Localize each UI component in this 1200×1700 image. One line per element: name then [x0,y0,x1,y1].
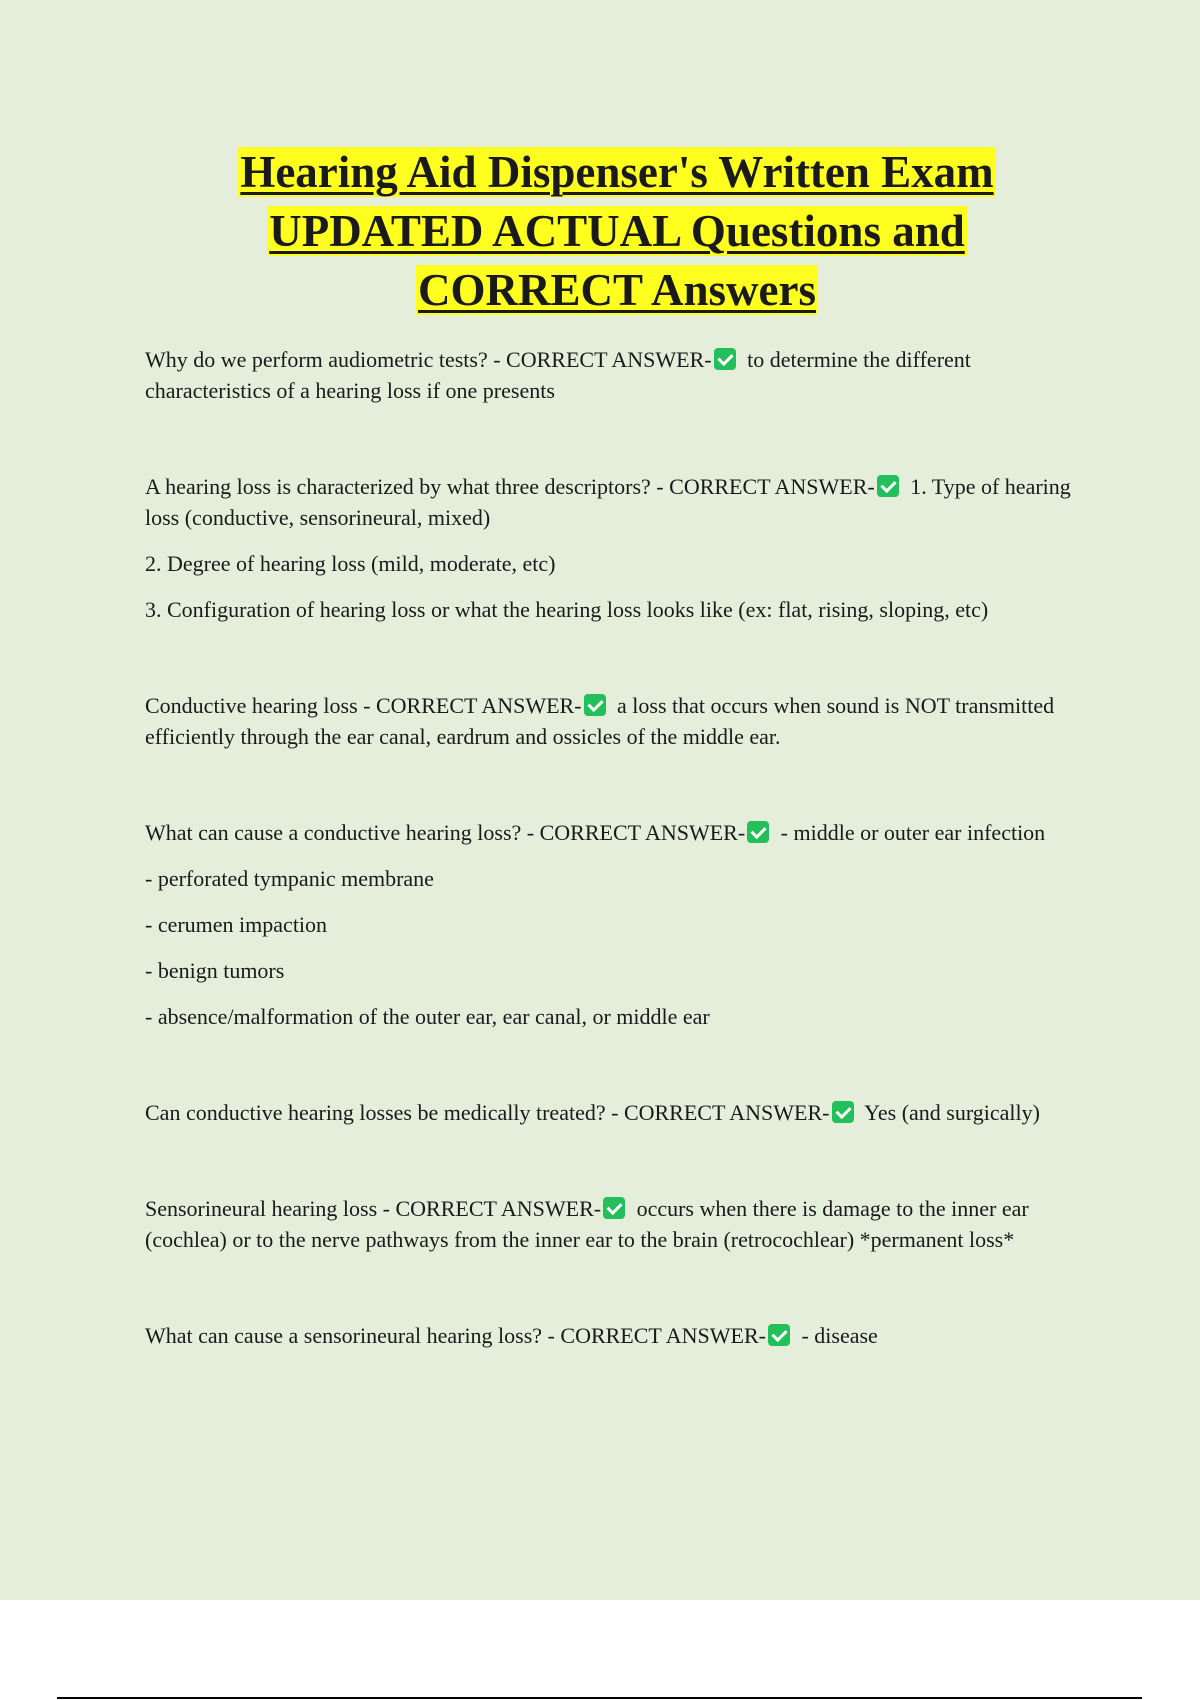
answer-line: - cerumen impaction [145,912,328,937]
answer-text: - disease [795,1323,878,1348]
check-mark-icon [877,475,899,497]
answer-line: - absence/malformation of the outer ear, ear canal, or middle ear [145,1004,710,1029]
answer-line: 3. Configuration of hearing loss or what the hearing loss looks like (ex: flat, rising, sloping, etc) [145,597,989,622]
qa-item [145,1193,1085,1255]
answer-marker: CORRECT ANSWER- [560,1323,766,1348]
qa-item [145,471,1085,625]
title-line-2: UPDATED ACTUAL Questions and [269,206,965,256]
check-mark-icon [714,348,736,370]
title-line-3: CORRECT Answers [418,265,816,315]
question-text: A hearing loss is characterized by what three descriptors? - [145,474,670,499]
answer-marker: CORRECT ANSWER- [539,820,746,845]
check-mark-icon [768,1324,790,1346]
qa-item [145,817,1085,1032]
qa-text [145,690,1085,752]
answer-line: - benign tumors [145,958,285,983]
answer-text: to determine the different characteristics of a hearing loss if one presents [145,347,971,403]
question-text: What can cause a conductive hearing loss? - [145,820,540,845]
question-text: What can cause a sensorineural hearing loss? - [145,1323,561,1348]
check-mark-icon [603,1197,625,1219]
footer-rule [57,1697,1142,1699]
qa-text [145,1097,1085,1128]
answer-text: 1. Type of hearing loss (conductive, sensorineural, mixed) [145,474,1071,530]
qa-text [145,1193,1085,1255]
qa-item [145,1097,1085,1128]
answer-marker: CORRECT ANSWER- [395,1196,602,1221]
qa-text [145,471,1085,533]
document-title [0,143,1200,320]
answer-text: occurs when there is damage to the inner ear (cochlea) or to the nerve pathways from the inner ear to the brain (retrocochlear) *permanent loss* [145,1196,1029,1252]
qa-item [145,1320,1085,1351]
check-mark-icon [747,821,769,843]
check-mark-icon [832,1101,854,1123]
answer-line: - perforated tympanic membrane [145,866,434,891]
answer-marker: CORRECT ANSWER- [669,474,875,499]
answer-text: - middle or outer ear infection [775,820,1046,845]
answer-line: 2. Degree of hearing loss (mild, moderate, etc) [145,551,556,576]
answer-marker: CORRECT ANSWER- [375,693,582,718]
question-text: Sensorineural hearing loss - [145,1196,396,1221]
qa-item [145,690,1085,752]
qa-list [145,344,1085,1351]
answer-text: a loss that occurs when sound is NOT transmitted efficiently through the ear canal, eardrum and ossicles of the middle ear. [145,693,1055,749]
question-text: Conductive hearing loss - [145,693,376,718]
answer-marker: CORRECT ANSWER- [506,347,712,372]
answer-marker: CORRECT ANSWER- [623,1100,830,1125]
check-mark-icon [584,694,606,716]
answer-text: Yes (and surgically) [859,1100,1040,1125]
qa-text [145,1320,1085,1351]
qa-text [145,817,1085,848]
question-text: Why do we perform audiometric tests? - [145,347,507,372]
question-text: Can conductive hearing losses be medically treated? - [145,1100,624,1125]
qa-item [145,344,1085,406]
qa-text [145,344,1085,406]
title-line-1: Hearing Aid Dispenser's Written Exam [240,147,994,197]
